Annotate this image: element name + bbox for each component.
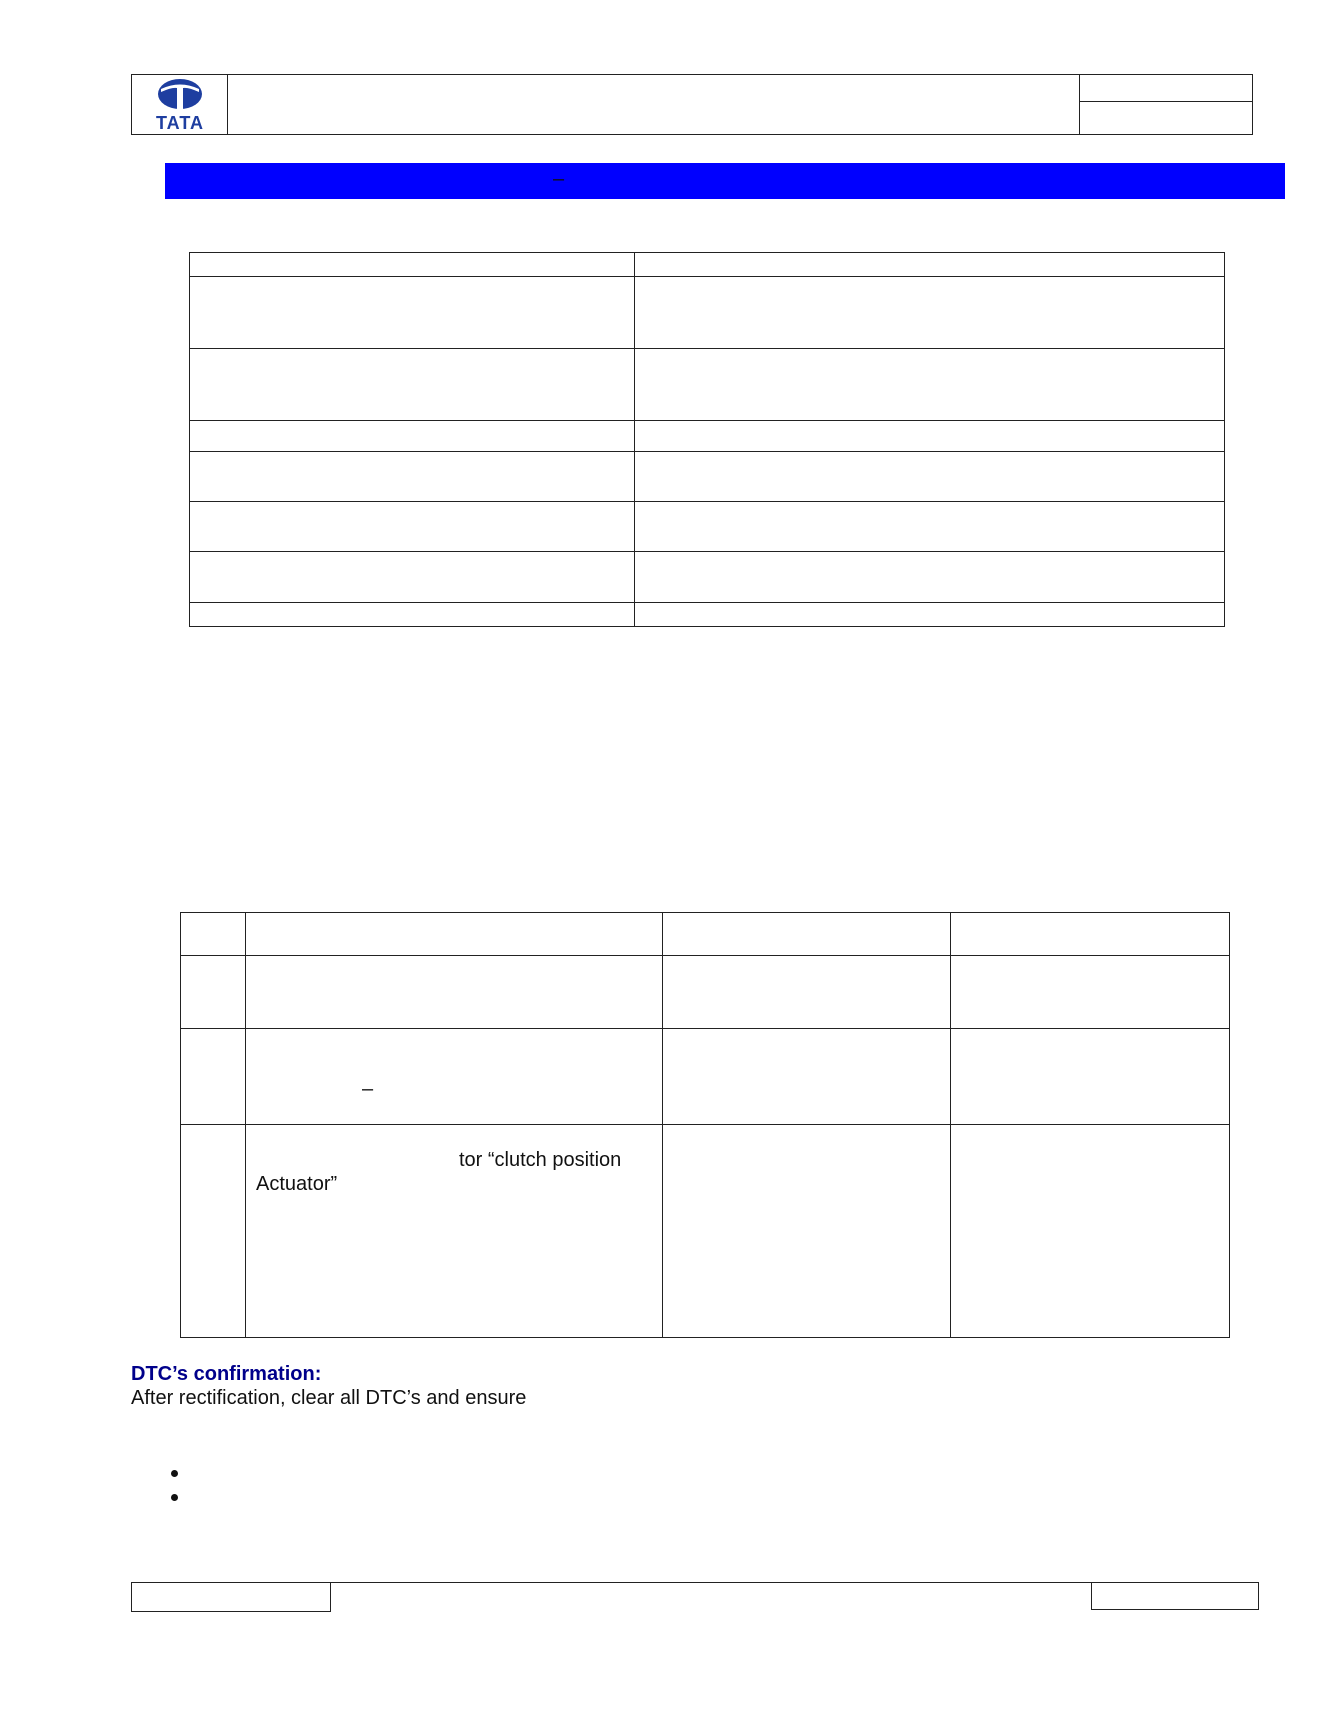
- troubleshooting-column-divider: [245, 912, 246, 1338]
- troubleshooting-row-divider: [180, 955, 1230, 956]
- footer-divider-line: [331, 1582, 1091, 1583]
- troubleshooting-row-divider: [180, 1124, 1230, 1125]
- possible-causes-table: [189, 252, 1225, 627]
- possible-causes-row-divider: [189, 276, 1225, 277]
- troubleshooting-steps-table: [180, 912, 1230, 1338]
- possible-causes-row-divider: [189, 451, 1225, 452]
- troubleshooting-column-divider: [950, 912, 951, 1338]
- footer-left-cell: [131, 1582, 331, 1612]
- bullet-point-icon: [171, 1470, 178, 1477]
- header-info-divider: [1079, 101, 1253, 102]
- possible-causes-row-divider: [189, 348, 1225, 349]
- section-title-bar: [165, 163, 1285, 199]
- dtc-confirmation-text: After rectification, clear all DTC’s and ensure: [131, 1387, 527, 1409]
- possible-causes-row-divider: [189, 501, 1225, 502]
- possible-causes-row-divider: [189, 551, 1225, 552]
- troubleshooting-step3-text-line2: Actuator”: [256, 1173, 338, 1195]
- troubleshooting-row-divider: [180, 1028, 1230, 1029]
- section-title-dash: –: [553, 168, 565, 190]
- footer-right-cell: [1091, 1582, 1259, 1610]
- header-info-cell: [1079, 74, 1253, 135]
- tata-logo-wordmark: TATA: [156, 113, 204, 132]
- troubleshooting-step3-text-line1: tor “clutch position: [459, 1149, 622, 1171]
- possible-causes-row-divider: [189, 420, 1225, 421]
- troubleshooting-column-divider: [662, 912, 663, 1338]
- dtc-confirmation-heading: DTC’s confirmation:: [131, 1363, 322, 1385]
- troubleshooting-step2-dash: –: [362, 1078, 374, 1100]
- possible-causes-row-divider: [189, 602, 1225, 603]
- bullet-point-icon: [171, 1494, 178, 1501]
- possible-causes-table-column-divider: [634, 252, 635, 627]
- tata-logo: [148, 76, 212, 132]
